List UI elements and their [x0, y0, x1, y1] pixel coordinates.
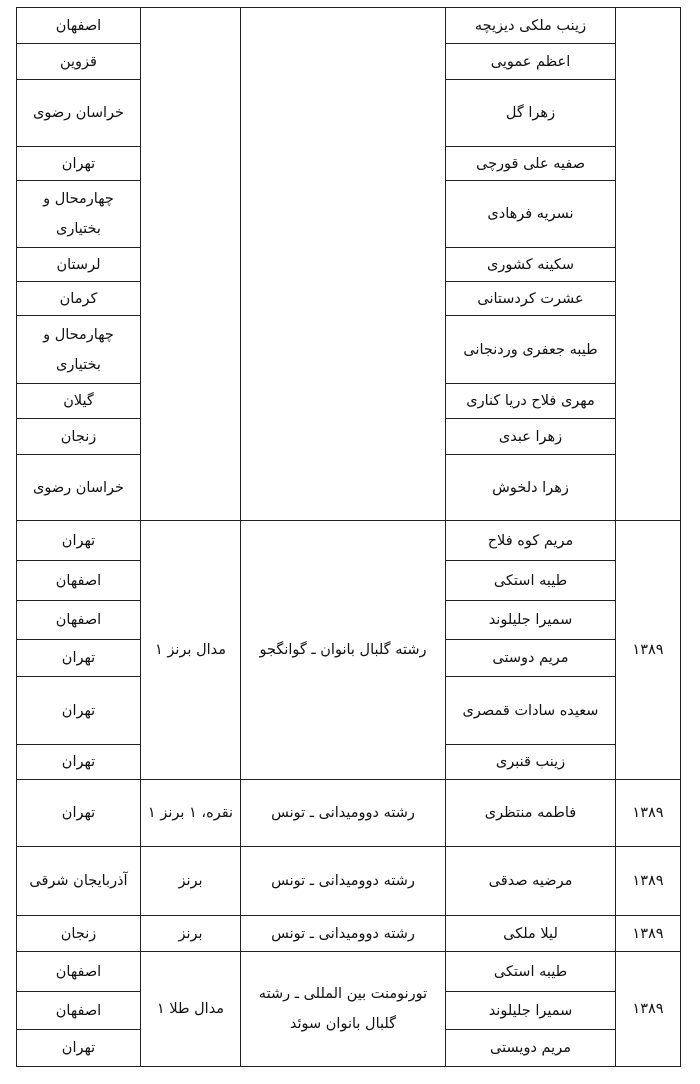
province-cell: خراسان رضوی [17, 455, 141, 521]
athlete-name-cell: سعیده سادات قمصری [446, 677, 616, 745]
medal-cell [141, 8, 241, 521]
province-cell: گیلان [17, 384, 141, 419]
athlete-name-cell: مرضیه صدقی [446, 847, 616, 916]
province-cell: چهارمحال و بختیاری [17, 181, 141, 248]
event-cell: تورنومنت بین المللی ـ رشته گلبال بانوان سوئد [241, 952, 446, 1067]
medal-cell: ۱ مدال برنز [141, 521, 241, 780]
province-cell: تهران [17, 640, 141, 677]
province-cell: چهارمحال و بختیاری [17, 316, 141, 384]
province-cell: اصفهان [17, 561, 141, 601]
medal-cell: برنز [141, 916, 241, 952]
athlete-name-cell: مهری فلاح دریا کناری [446, 384, 616, 419]
athlete-name-cell: اعظم عمویی [446, 44, 616, 80]
event-cell: رشته دوومیدانی ـ تونس [241, 847, 446, 916]
province-cell: قزوین [17, 44, 141, 80]
athlete-name-cell: سمیرا جلیلوند [446, 601, 616, 640]
event-cell: رشته دوومیدانی ـ تونس [241, 780, 446, 847]
event-cell: رشته گلبال بانوان ـ گوانگجو [241, 521, 446, 780]
province-cell: تهران [17, 147, 141, 181]
event-cell [241, 8, 446, 521]
athlete-name-cell: فاطمه منتظری [446, 780, 616, 847]
province-cell: تهران [17, 677, 141, 745]
province-cell: اصفهان [17, 601, 141, 640]
athlete-name-cell: عشرت کردستانی [446, 282, 616, 316]
province-cell: تهران [17, 521, 141, 561]
year-cell: ۱۳۸۹ [616, 780, 681, 847]
athlete-name-cell: صفیه علی قورچی [446, 147, 616, 181]
athlete-name-cell: طیبه جعفری وردنجانی [446, 316, 616, 384]
athlete-name-cell: طیبه استکی [446, 952, 616, 992]
province-cell: اصفهان [17, 992, 141, 1030]
province-cell: لرستان [17, 248, 141, 282]
year-cell: ۱۳۸۹ [616, 916, 681, 952]
province-cell: اصفهان [17, 8, 141, 44]
athlete-name-cell: نسریه فرهادی [446, 181, 616, 248]
athlete-name-cell: مریم کوه فلاح [446, 521, 616, 561]
province-cell: تهران [17, 745, 141, 780]
athlete-name-cell: طیبه استکی [446, 561, 616, 601]
athlete-name-cell: سکینه کشوری [446, 248, 616, 282]
year-cell: ۱۳۸۹ [616, 521, 681, 780]
province-cell: آذربایجان شرقی [17, 847, 141, 916]
athlete-name-cell: زهرا دلخوش [446, 455, 616, 521]
province-cell: تهران [17, 780, 141, 847]
province-cell: کرمان [17, 282, 141, 316]
year-cell: ۱۳۸۹ [616, 847, 681, 916]
athlete-name-cell: مریم دویستی [446, 1030, 616, 1067]
athlete-name-cell: مریم دوستی [446, 640, 616, 677]
province-cell: زنجان [17, 419, 141, 455]
medal-cell: برنز [141, 847, 241, 916]
year-cell: ۱۳۸۹ [616, 952, 681, 1067]
medal-cell: ۱ مدال طلا [141, 952, 241, 1067]
province-cell: تهران [17, 1030, 141, 1067]
athlete-name-cell: زینب ملکی دیزیچه [446, 8, 616, 44]
medal-cell: ۱ نقره، ۱ برنز [141, 780, 241, 847]
event-cell: رشته دوومیدانی ـ تونس [241, 916, 446, 952]
province-cell: خراسان رضوی [17, 80, 141, 147]
year-cell [616, 8, 681, 521]
athlete-name-cell: زینب قنبری [446, 745, 616, 780]
province-cell: اصفهان [17, 952, 141, 992]
athlete-name-cell: سمیرا جلیلوند [446, 992, 616, 1030]
athlete-name-cell: لیلا ملکی [446, 916, 616, 952]
athletes-table [16, 7, 681, 1067]
athlete-name-cell: زهرا گل [446, 80, 616, 147]
province-cell: زنجان [17, 916, 141, 952]
athlete-name-cell: زهرا عبدی [446, 419, 616, 455]
